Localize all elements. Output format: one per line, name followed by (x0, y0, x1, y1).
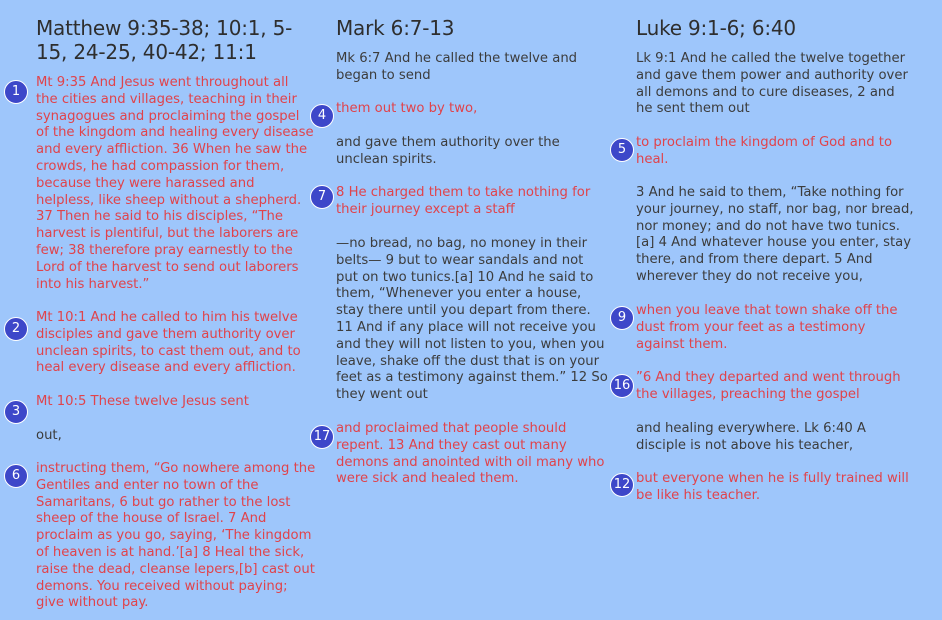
passage-block: Lk 9:1 And he called the twelve together and gave them power and authority over all demons and to cure diseases, 2 and he sent them out (636, 51, 908, 117)
passage-block: Mk 6:7 And he called the twelve and began to send (336, 51, 578, 83)
passage-block: them out two by two, (336, 101, 478, 116)
passage-block: instructing them, “Go nowhere among the Gentiles and enter no town of the Samaritans, 6 but go rather to the lost sheep of the house of Israel. 7 And proclaim as you go, saying, ‘The kingdom of heaven is at hand.’[a] 8 Heal the sick, raise the dead, cleanse lepers,[b] cast out demons. You received without paying; give without pay. (36, 461, 316, 611)
passage-block: Mt 9:35 And Jesus went throughout all the cities and villages, teaching in their synagogues and proclaiming the gospel of the kingdom and healing every disease and every affliction. 36 When he saw the crowds, he had compassion for them, because they were harassed and helpless, like sheep without a shepherd. 37 Then he said to his disciples, “The harvest is plentiful, but the laborers are few; 38 therefore pray earnestly to the Lord of the harvest to send out laborers into his harvest.” (36, 75, 314, 292)
passage-block: when you leave that town shake off the dust from your feet as a testimony against them. (636, 303, 898, 352)
column-title: Luke 9:1-6; 6:40 (636, 16, 796, 40)
passage-block: 3 And he said to them, “Take nothing for your journey, no staff, nor bag, nor bread, nor money; and do not have two tunics.[a] 4 And whatever house you enter, stay there, and from there depart. 5 And wherever they do not receive you, (636, 185, 914, 284)
marker-badge: 12 (610, 473, 634, 497)
column-title: Mark 6:7-13 (336, 16, 455, 40)
marker-badge: 17 (310, 425, 334, 449)
column-title: Matthew 9:35-38; 10:1, 5-15, 24-25, 40-42; 11:1 (36, 16, 293, 64)
passage-block: out, (36, 428, 62, 443)
marker-badge: 6 (4, 464, 28, 488)
passage-block: and gave them authority over the unclean spirits. (336, 135, 560, 167)
passage-block: to proclaim the kingdom of God and to heal. (636, 135, 893, 167)
passage-block: but everyone when he is fully trained will be like his teacher. (636, 471, 909, 503)
marker-badge: 3 (4, 400, 28, 424)
passage-block: ”6 And they departed and went through the villages, preaching the gospel (636, 370, 901, 402)
passage-block: —no bread, no bag, no money in their belts— 9 but to wear sandals and not put on two tunics.[a] 10 And he said to them, “Whenever you enter a house, stay there until you depart from there. 11 And if any place will not receive you and they will not listen to you, when you leave, shake off the dust that is on your feet as a testimony against them.” 12 So they went out (336, 236, 608, 403)
marker-badge: 9 (610, 306, 634, 330)
passage-block: 8 He charged them to take nothing for their journey except a staff (336, 185, 591, 217)
passage-block: Mt 10:5 These twelve Jesus sent (36, 394, 249, 409)
marker-badge: 16 (610, 374, 634, 398)
marker-badge: 1 (4, 80, 28, 104)
passage-block: and healing everywhere. Lk 6:40 A disciple is not above his teacher, (636, 421, 866, 453)
marker-badge: 5 (610, 138, 634, 162)
passage-block: Mt 10:1 And he called to him his twelve disciples and gave them authority over unclean spirits, to cast them out, and to heal every disease and every affliction. (36, 310, 301, 376)
marker-badge: 2 (4, 317, 28, 341)
marker-badge: 7 (310, 185, 334, 209)
passage-block: and proclaimed that people should repent. 13 And they cast out many demons and anointed with oil many who were sick and healed them. (336, 421, 605, 487)
marker-badge: 4 (310, 104, 334, 128)
